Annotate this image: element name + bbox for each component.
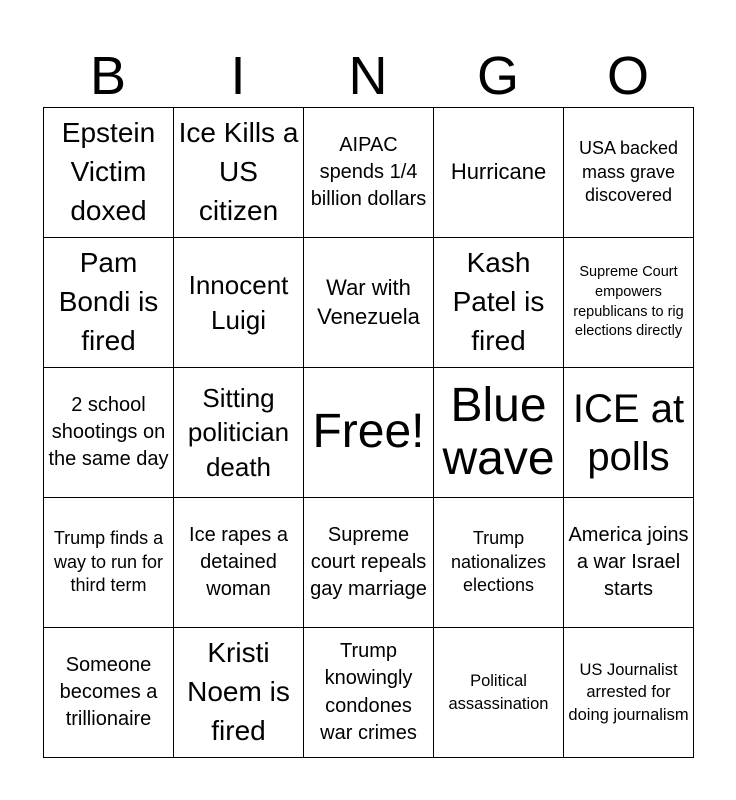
cell-text: War with Venezuela [317, 274, 420, 329]
cell-text: Blue wave [442, 378, 555, 485]
bingo-cell[interactable] [304, 498, 434, 628]
cell-text: AIPAC spends 1/4 billion dollars [310, 133, 427, 211]
bingo-cell[interactable] [564, 238, 694, 368]
header-letter-b: B [89, 46, 127, 106]
bingo-cell[interactable] [44, 498, 174, 628]
header-letter-i: I [230, 46, 246, 106]
bingo-cell[interactable] [174, 238, 304, 368]
bingo-header [43, 44, 693, 108]
bingo-cell[interactable] [564, 498, 694, 628]
bingo-cell[interactable] [434, 108, 564, 238]
cell-text: Epstein Victim doxed [61, 117, 156, 226]
bingo-cell[interactable] [564, 108, 694, 238]
bingo-cell[interactable] [564, 368, 694, 498]
cell-text: Trump knowingly condones war crimes [320, 640, 417, 744]
cell-text: US Journalist arrested for doing journalism [568, 661, 689, 724]
cell-text: Ice Kills a US citizen [178, 117, 299, 226]
bingo-cell[interactable] [564, 628, 694, 758]
bingo-cell[interactable] [174, 628, 304, 758]
header-letter-o: O [606, 46, 649, 106]
bingo-cell[interactable] [174, 108, 304, 238]
bingo-cell[interactable] [304, 628, 434, 758]
cell-text: Pam Bondi is fired [58, 247, 159, 356]
cell-text: Innocent Luigi [188, 269, 289, 335]
cell-text: Someone becomes a trillionaire [59, 653, 158, 731]
cell-text: Political assassination [448, 672, 549, 713]
cell-text: Hurricane [450, 159, 547, 185]
bingo-cell[interactable] [434, 238, 564, 368]
bingo-board [43, 107, 694, 758]
cell-text: Kash Patel is fired [452, 247, 545, 356]
cell-text: Ice rapes a detained woman [189, 523, 288, 601]
bingo-cell[interactable] [304, 238, 434, 368]
cell-text: ICE at polls [572, 386, 685, 479]
cell-text: Trump finds a way to run for third term [53, 528, 164, 596]
cell-text: Trump nationalizes elections [450, 528, 547, 596]
cell-text: Sitting politician death [187, 382, 290, 482]
cell-text: Supreme court repeals gay marriage [310, 523, 427, 601]
cell-text: 2 school shootings on the same day [48, 393, 169, 471]
cell-text: America joins a war Israel starts [568, 523, 689, 601]
free-space-cell[interactable] [304, 368, 434, 498]
header-letter-n: N [348, 46, 388, 106]
bingo-cell[interactable] [304, 108, 434, 238]
bingo-cell[interactable] [44, 108, 174, 238]
bingo-cell[interactable] [44, 368, 174, 498]
bingo-cell[interactable] [434, 628, 564, 758]
bingo-cell[interactable] [44, 628, 174, 758]
bingo-cell[interactable] [434, 498, 564, 628]
cell-text: USA backed mass grave discovered [578, 138, 679, 206]
bingo-cell[interactable] [174, 498, 304, 628]
bingo-cell[interactable] [44, 238, 174, 368]
cell-text: Kristi Noem is fired [187, 637, 290, 746]
header-letter-g: G [476, 46, 519, 106]
bingo-cell[interactable] [434, 368, 564, 498]
free-space-text: Free! [312, 405, 425, 459]
cell-text: Supreme Court empowers republicans to rig elections directly [573, 264, 684, 340]
bingo-cell[interactable] [174, 368, 304, 498]
